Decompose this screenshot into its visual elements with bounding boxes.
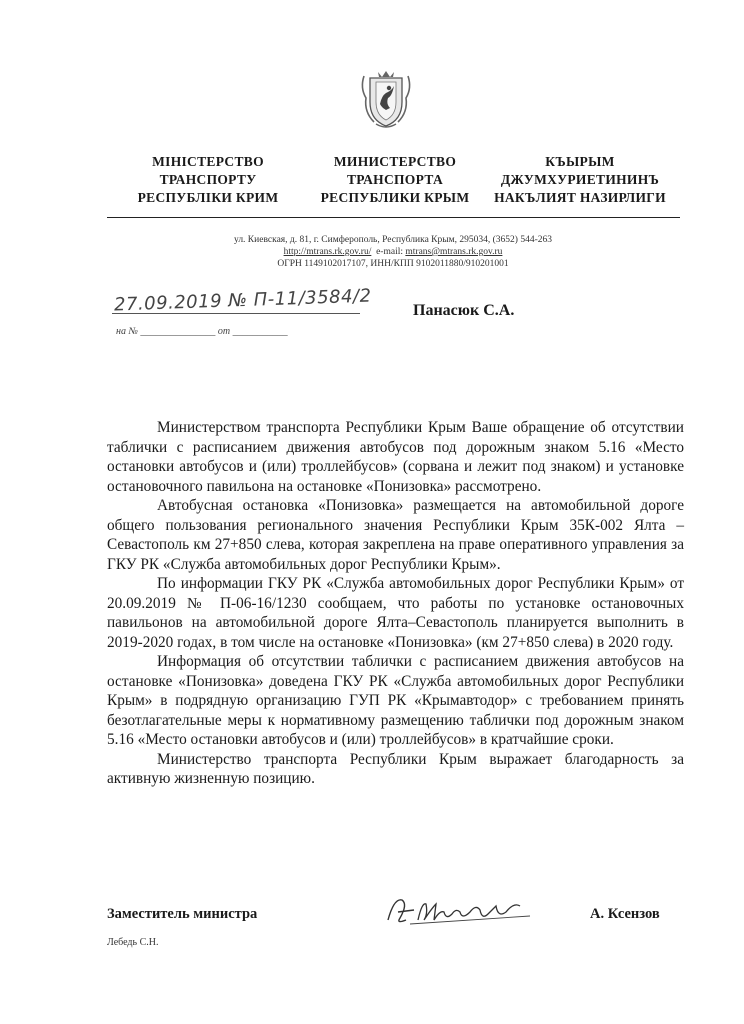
- executor-name: Лебедь С.Н.: [107, 937, 159, 948]
- ministry-ua-line: МІНІСТЕРСТВО: [152, 154, 264, 169]
- website-link[interactable]: http://mtrans.rk.gov.ru/: [283, 247, 372, 257]
- address-line: ул. Киевская, д. 81, г. Симферополь, Республика Крым, 295034, (3652) 544-263: [233, 235, 553, 245]
- ministry-ru-line: РЕСПУБЛИКИ КРЫМ: [320, 190, 470, 205]
- ministry-ua-line: ТРАНСПОРТУ: [159, 172, 257, 187]
- ministry-ct-line: НАКЪЛИЯТ НАЗИРЛИГИ: [494, 190, 666, 205]
- ministry-ru-line: МИНИСТЕРСТВО: [333, 154, 457, 169]
- ministry-ru-line: ТРАНСПОРТА: [346, 172, 444, 187]
- web-email-line: [120, 246, 666, 258]
- ministry-name-russian: [295, 153, 495, 207]
- signatory-name: А. Ксензов: [590, 906, 660, 922]
- contact-block: [120, 234, 666, 270]
- body-paragraph: Автобусная остановка «Понизовка» размещается на автомобильной дороге общего пользования регионального значения Республики Крым 35К-002 Ялта – Севастополь км 27+850 слева, которая закреплена на праве оперативного управления за ГКУ РК «Служба автомобильных дорог Республики Крым».: [107, 497, 684, 573]
- ministry-name-ukrainian: [108, 153, 308, 207]
- ministry-ua-line: РЕСПУБЛІКИ КРИМ: [137, 190, 279, 205]
- outgoing-number-underline: [112, 313, 360, 314]
- body-paragraph: Министерством транспорта Республики Крым Ваше обращение об отсутствии таблички с расписанием движения автобусов под дорожным знаком 5.16 «Место остановки автобусов и (или) троллейбусов» (сорвана и лежит под знаком) и установке остановочного павильона на остановке «Понизовка» рассмотрено.: [107, 419, 684, 495]
- header-divider: [107, 217, 680, 218]
- addressee: Панасюк С.А.: [413, 302, 515, 319]
- registry-line: ОГРН 1149102017107, ИНН/КПП 9102011880/910201001: [277, 259, 509, 269]
- ministry-name-crimean-tatar: [480, 153, 680, 207]
- crimea-emblem-icon: [356, 68, 416, 130]
- signatory-position: Заместитель министра: [107, 906, 258, 922]
- email-link[interactable]: mtrans@mtrans.rk.gov.ru: [405, 247, 503, 257]
- ministry-ct-line: ДЖУМХУРИЕТИНИНЪ: [500, 172, 660, 187]
- letter-body: [107, 418, 684, 789]
- ministry-ct-line: КЪЫРЫМ: [545, 154, 615, 169]
- email-label: e-mail:: [376, 247, 403, 257]
- body-paragraph: По информации ГКУ РК «Служба автомобильных дорог Республики Крым» от 20.09.2019 № П-06-16/1230 сообщаем, что работы по установке остановочных павильонов на автомобильной дороге Ялта–Севастополь планируется выполнить в 2019-2020 годах, в том числе на остановке «Понизовка» (км 27+850 слева) в 2020 году.: [107, 575, 684, 651]
- body-paragraph: Министерство транспорта Республики Крым выражает благодарность за активную жизненную позицию.: [107, 750, 684, 787]
- handwritten-outgoing-number: 27.09.2019 № П-11/3584/2: [113, 285, 372, 316]
- handwritten-signature: [380, 890, 550, 930]
- reply-reference-line: на № _______________ от ___________: [116, 326, 288, 337]
- body-paragraph: Информация об отсутствии таблички с расписанием движения автобусов на остановке «Понизовка» доведена ГКУ РК «Служба автомобильных дорог Республики Крым» в подрядную организацию ГУП РК «Крымавтодор» с требованием принять безотлагательные меры к нормативному размещению таблички под дорожным знаком 5.16 «Место остановки автобусов и (или) троллейбусов» в кратчайшие сроки.: [107, 653, 684, 748]
